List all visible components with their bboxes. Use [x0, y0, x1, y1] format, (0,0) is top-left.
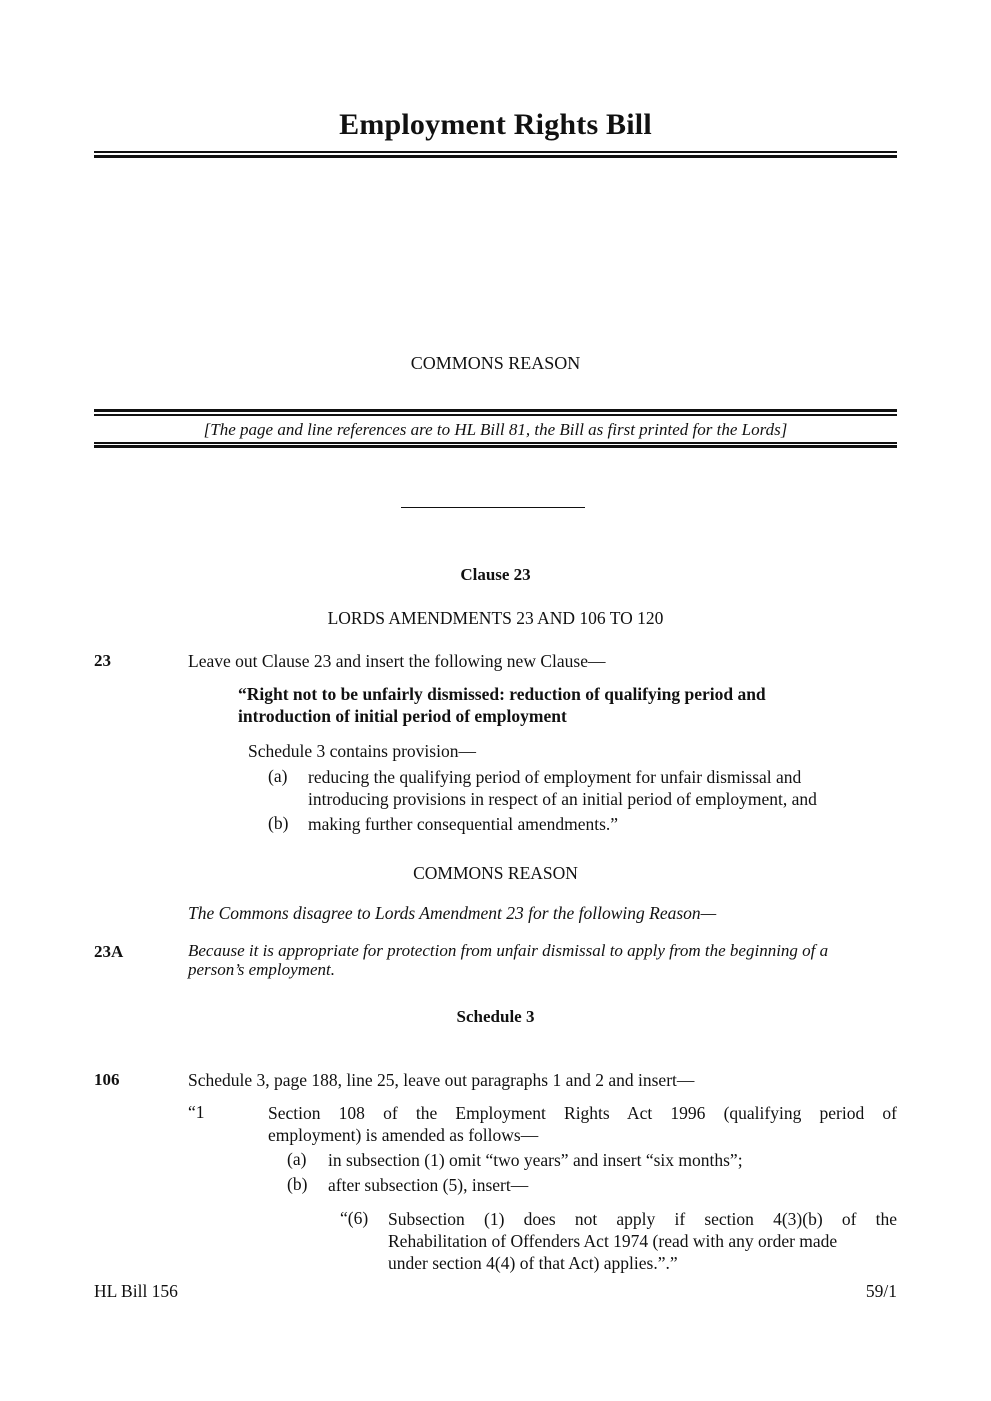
reason-intro: The Commons disagree to Lords Amendment 23 for the following Reason— — [188, 903, 717, 923]
reason-line1: Because it is appropriate for protection from unfair dismissal to apply from the beginning of a — [188, 941, 829, 960]
commons-reason-title: COMMONS REASON — [410, 353, 581, 373]
reason-number: 23A — [94, 942, 124, 961]
footer-page-ref: 59/1 — [865, 1281, 897, 1301]
item-label: (a) — [287, 1149, 307, 1169]
amendment-instruction: Schedule 3, page 188, line 25, leave out paragraphs 1 and 2 and insert— — [188, 1070, 695, 1090]
item-text: in subsection (1) omit “two years” and insert “six months”; — [328, 1150, 743, 1170]
note-rule-bottom-thick — [94, 445, 897, 448]
item-text-line2: introducing provisions in respect of an initial period of employment, and — [308, 789, 817, 809]
subsection-line3: under section 4(4) of that Act) applies.”.” — [388, 1253, 678, 1273]
item-text-line1: reducing the qualifying period of employment for unfair dismissal and — [308, 767, 802, 787]
item-label: (b) — [287, 1174, 308, 1194]
item-text: after subsection (5), insert— — [328, 1175, 529, 1195]
title-rule-thin — [94, 151, 897, 153]
paragraph-line2: employment) is amended as follows— — [268, 1125, 539, 1145]
provision-intro: Schedule 3 contains provision— — [248, 741, 476, 761]
title-rule-thick — [94, 155, 897, 158]
amendment-number: 106 — [94, 1070, 120, 1089]
amendments-heading: LORDS AMENDMENTS 23 AND 106 TO 120 — [327, 608, 664, 628]
subsection-line1: Subsection (1) does not apply if section 4(3)(b) of the — [388, 1209, 897, 1229]
clause-heading: Clause 23 — [460, 565, 531, 584]
subsection-label: “(6) — [340, 1208, 369, 1228]
section-divider — [401, 507, 585, 508]
new-clause-title-line2: introduction of initial period of employment — [238, 706, 567, 726]
reason-heading: COMMONS REASON — [413, 863, 578, 883]
paragraph-line1: Section 108 of the Employment Rights Act 1996 (qualifying period of — [268, 1103, 897, 1123]
note-rule-top-thin — [94, 414, 897, 416]
footer-bill-ref: HL Bill 156 — [94, 1281, 178, 1301]
item-label: (b) — [268, 813, 289, 833]
item-label: (a) — [268, 766, 288, 786]
reason-line2: person’s employment. — [188, 960, 335, 979]
subsection-line2: Rehabilitation of Offenders Act 1974 (read with any order made — [388, 1231, 838, 1251]
new-clause-title-line1: “Right not to be unfairly dismissed: reduction of qualifying period and — [238, 684, 766, 704]
schedule-heading: Schedule 3 — [456, 1007, 535, 1026]
reference-note: [The page and line references are to HL Bill 81, the Bill as first printed for the Lords] — [203, 420, 788, 439]
amendment-number: 23 — [94, 651, 111, 670]
paragraph-label: “1 — [188, 1102, 205, 1122]
note-rule-top-thick — [94, 409, 897, 412]
note-rule-bottom-thin — [94, 442, 897, 444]
item-text-line1: making further consequential amendments.” — [308, 814, 619, 834]
amendment-instruction: Leave out Clause 23 and insert the following new Clause— — [188, 651, 606, 671]
document-title: Employment Rights Bill — [339, 108, 652, 141]
